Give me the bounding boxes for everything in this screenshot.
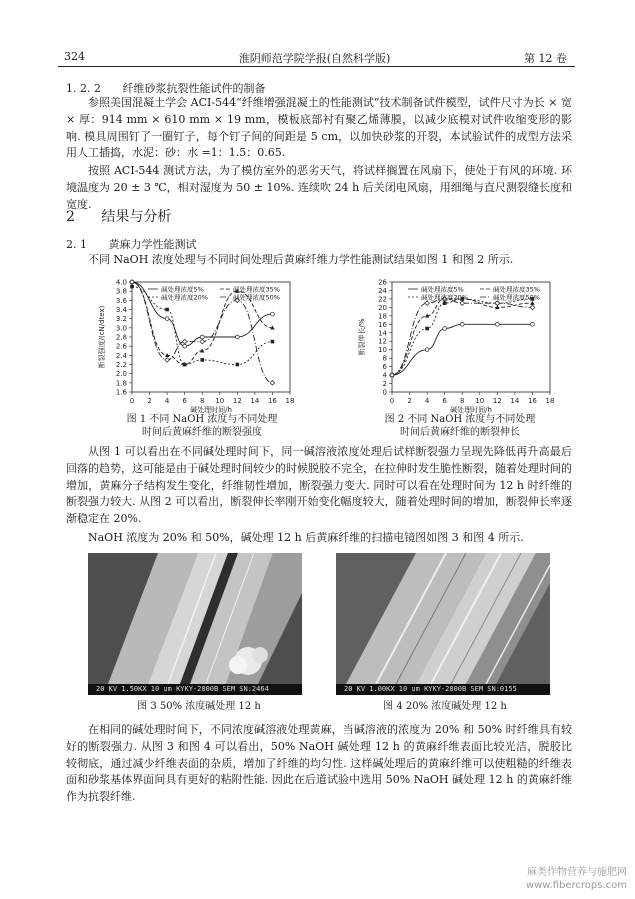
data-point bbox=[530, 305, 535, 310]
legend-label: 碱处理浓度20% bbox=[421, 293, 468, 302]
y-axis-label: 断裂强度/(cN/dtex) bbox=[98, 305, 106, 369]
paragraph-conclusion: 在相同的碱处理时间下，不同浓度碱溶液处理黄麻，当碱溶液的浓度为 20% 和 50% 时纤维具有较好的断裂强力. 从图 3 和图 4 可以看出，50% NaOH 碱处理 12 h 的黄麻纤维表面比较光洁，脱胶比较彻底，通过减少纤维表面的杂质，增加了纤维的均匀性. 这样碱处理后的黄麻纤维可以使粗糙的纤维表面和砂浆基体界面间具有更好的粘附性能. 因此在后道试验中选用 50% NaOH 碱处理 12 h 的黄麻纤维作为抗裂纤维. bbox=[66, 723, 572, 804]
data-point bbox=[200, 339, 205, 344]
figure-2-caption-line-2: 时间后黄麻纤维的断裂伸长 bbox=[400, 427, 520, 438]
y-tick-label: 18 bbox=[378, 312, 387, 321]
data-point bbox=[165, 308, 169, 312]
data-point bbox=[495, 322, 499, 326]
section-heading-2 bbox=[66, 206, 171, 226]
section-title: 纤维砂浆抗裂性能试件的制备 bbox=[122, 82, 266, 95]
x-tick-label: 4 bbox=[424, 397, 430, 405]
figure-3-caption: 图 3 50% 浓度碱处理 12 h bbox=[137, 701, 261, 712]
series-line bbox=[392, 324, 532, 375]
x-tick-label: 14 bbox=[510, 397, 520, 405]
y-tick-label: 2.2 bbox=[115, 361, 127, 369]
volume-label: 第 12 卷 bbox=[524, 52, 567, 65]
data-point bbox=[165, 317, 169, 321]
y-tick-label: 2.6 bbox=[115, 342, 127, 351]
series-line bbox=[392, 299, 532, 375]
legend-label: 碱处理浓度35% bbox=[493, 285, 540, 294]
data-point bbox=[235, 335, 239, 339]
chart-breaking-strength bbox=[92, 276, 302, 414]
y-tick-label: 3.6 bbox=[115, 296, 127, 305]
x-tick-label: 6 bbox=[442, 397, 447, 405]
chart-svg bbox=[352, 276, 562, 414]
x-axis-label: 碱处理时间/h bbox=[450, 406, 492, 414]
y-tick-label: 0 bbox=[382, 388, 387, 397]
y-tick-label: 1.6 bbox=[115, 388, 127, 397]
y-tick-label: 2.8 bbox=[115, 333, 127, 342]
journal-title: 淮阴师范学院学报(自然科学版) bbox=[238, 52, 391, 65]
x-tick-label: 2 bbox=[147, 397, 152, 405]
figure-4-caption: 图 4 20% 浓度碱处理 12 h bbox=[383, 701, 507, 712]
y-tick-label: 10 bbox=[378, 346, 387, 355]
sem-image-20-percent bbox=[336, 553, 550, 695]
y-tick-label: 3.2 bbox=[115, 315, 127, 324]
watermark-line-2: www.fibercrops.com bbox=[525, 880, 627, 891]
data-point bbox=[236, 363, 240, 367]
data-point bbox=[271, 312, 275, 316]
y-tick-label: 22 bbox=[378, 295, 387, 304]
x-tick-label: 10 bbox=[215, 397, 225, 405]
x-axis-label: 碱处理时间/h bbox=[190, 406, 232, 414]
data-point bbox=[200, 335, 204, 339]
y-axis-label: 断裂伸长/% bbox=[358, 318, 366, 356]
section-number: 2. 1 bbox=[66, 238, 87, 251]
y-tick-label: 8 bbox=[382, 354, 387, 363]
sem-scale-bar: 20 KV 1.00KX 10 um KYKY-2800B SEM SN:0155 bbox=[336, 684, 550, 695]
paragraph-sem-intro: NaOH 浓度为 20% 和 50%，碱处理 12 h 后黄麻纤维的扫描电镜图如图 3 和图 4 所示. bbox=[88, 531, 524, 544]
data-point bbox=[443, 327, 447, 331]
legend-label: 碱处理浓度5% bbox=[161, 285, 204, 294]
x-tick-label: 8 bbox=[459, 397, 465, 405]
x-tick-label: 4 bbox=[164, 397, 170, 405]
series-line bbox=[392, 299, 532, 375]
legend-label: 碱处理浓度5% bbox=[421, 285, 464, 294]
x-tick-label: 8 bbox=[199, 397, 205, 405]
section-title: 黄麻力学性能测试 bbox=[108, 238, 197, 251]
y-tick-label: 26 bbox=[378, 278, 387, 287]
y-tick-label: 6 bbox=[382, 363, 387, 372]
data-point bbox=[270, 381, 275, 386]
section-heading-1-2-2 bbox=[66, 80, 265, 96]
legend-label: 碱处理浓度20% bbox=[161, 293, 208, 302]
figure-1-caption-line-2: 时间后黄麻纤维的断裂强度 bbox=[142, 427, 262, 438]
data-point bbox=[425, 301, 430, 306]
data-point bbox=[165, 358, 170, 363]
section-heading-2-1 bbox=[66, 236, 197, 252]
sem-scale-bar: 20 KV 1.50KX 10 um KYKY-2800B SEM SN:2464 bbox=[88, 684, 302, 695]
sem-image-50-percent bbox=[88, 553, 302, 695]
x-tick-label: 12 bbox=[492, 397, 502, 405]
y-tick-label: 2.0 bbox=[115, 370, 127, 379]
x-tick-label: 2 bbox=[407, 397, 412, 405]
data-point bbox=[130, 285, 134, 289]
data-point bbox=[200, 358, 204, 362]
paragraph-intro-figures: 不同 NaOH 浓度处理与不同时间处理后黄麻纤维力学性能测试结果如图 1 和图 2 所示. bbox=[88, 253, 514, 266]
legend-label: 碱处理浓度50% bbox=[493, 293, 540, 302]
x-tick-label: 16 bbox=[527, 397, 537, 405]
chart-breaking-elongation bbox=[352, 276, 562, 414]
y-tick-label: 3.0 bbox=[115, 324, 127, 333]
y-tick-label: 16 bbox=[378, 320, 387, 329]
page-number: 324 bbox=[64, 50, 85, 63]
y-tick-label: 3.8 bbox=[115, 287, 127, 296]
y-tick-label: 2 bbox=[382, 380, 387, 389]
figure-2-caption-line-1: 图 2 不同 NaOH 浓度与不同处理 bbox=[384, 414, 536, 425]
x-tick-label: 6 bbox=[182, 397, 187, 405]
watermark bbox=[526, 866, 627, 892]
data-point bbox=[460, 301, 465, 306]
sem-fiber-texture bbox=[88, 553, 302, 695]
y-tick-label: 1.8 bbox=[115, 379, 127, 388]
x-tick-label: 10 bbox=[475, 397, 485, 405]
y-tick-label: 2.4 bbox=[115, 351, 127, 360]
y-tick-label: 3.4 bbox=[115, 306, 127, 314]
paragraph-specimen-prep: 参照美国混凝土学会 ACI-544“纤维增强混凝土的性能测试”技术制备试件模型，试件尺寸为长 × 宽 × 厚：914 mm × 610 mm × 19 mm，模板底部衬有聚乙烯薄膜，以减少底模对试件收缩变形的影响. 模具周围钉了一圈钉子，每个钉子间的间距是 5 cm，以加快砂浆的开裂，本试验试件的成型方法采用人工插捣，水泥：砂：水 =1：1.5：0.65. bbox=[66, 96, 572, 160]
data-point bbox=[443, 301, 447, 305]
data-point bbox=[531, 322, 535, 326]
data-point bbox=[183, 344, 187, 348]
sem-fiber-texture bbox=[336, 553, 550, 695]
y-tick-label: 20 bbox=[378, 303, 387, 312]
figure-1-caption bbox=[104, 413, 300, 439]
y-tick-label: 24 bbox=[378, 286, 387, 295]
y-tick-label: 14 bbox=[378, 329, 387, 338]
y-tick-label: 12 bbox=[378, 337, 387, 346]
x-tick-label: 14 bbox=[250, 397, 260, 405]
x-tick-label: 0 bbox=[129, 397, 135, 405]
section-number: 1. 2. 2 bbox=[66, 82, 101, 95]
x-tick-label: 18 bbox=[285, 397, 295, 405]
data-point bbox=[183, 363, 187, 367]
y-tick-label: 4.0 bbox=[115, 278, 127, 287]
data-point bbox=[271, 340, 275, 344]
paragraph-test-method: 按照 ACI-544 测试方法，为了模仿室外的恶劣天气，将试样搁置在风扇下，使处于有风的环境. 环境温度为 20 ± 3 ℃，相对湿度为 50 ± 10%. 连续吹 24 h 后关闭电风扇，用细绳与直尺测裂缝长度和宽度. bbox=[66, 164, 572, 211]
section-title: 结果与分析 bbox=[101, 209, 172, 225]
legend-label: 碱处理浓度35% bbox=[233, 285, 280, 294]
y-tick-label: 4 bbox=[382, 371, 387, 380]
header-rule bbox=[58, 66, 575, 67]
x-tick-label: 0 bbox=[389, 397, 395, 405]
chart-svg bbox=[92, 276, 302, 414]
data-point bbox=[460, 322, 464, 326]
data-point bbox=[425, 348, 429, 352]
legend-label: 碱处理浓度50% bbox=[233, 293, 280, 302]
x-tick-label: 12 bbox=[232, 397, 242, 405]
data-point bbox=[182, 339, 187, 344]
series-line bbox=[392, 299, 532, 375]
section-number: 2 bbox=[66, 209, 75, 225]
running-header bbox=[52, 48, 577, 66]
paragraph-figure-discussion: 从图 1 可以看出在不同碱处理时间下，同一碱溶液浓度处理后试样断裂强力呈现先降低再升高最后回落的趋势，这可能是由于碱处理时间较少的时候脱胶不完全，在拉伸时发生脆性断裂，随着处理时间的增加，黄麻分子结构发生变化，纤维韧性增加，断裂强力变大. 同时可以看在处理时间为 12 h 时纤维的断裂强力较大. 从图 2 可以看出，断裂伸长率刚开始变化幅度较大，随着处理时间的增加，断裂伸长率逐渐稳定在 20%. bbox=[66, 445, 572, 526]
watermark-line-1: 麻类作物营养与施肥网 bbox=[527, 867, 627, 878]
data-point bbox=[425, 327, 429, 331]
figure-2-caption bbox=[362, 413, 558, 439]
x-tick-label: 18 bbox=[545, 397, 555, 405]
x-tick-label: 16 bbox=[267, 397, 277, 405]
figure-1-caption-line-1: 图 1 不同 NaOH 浓度与不同处理 bbox=[126, 414, 278, 425]
